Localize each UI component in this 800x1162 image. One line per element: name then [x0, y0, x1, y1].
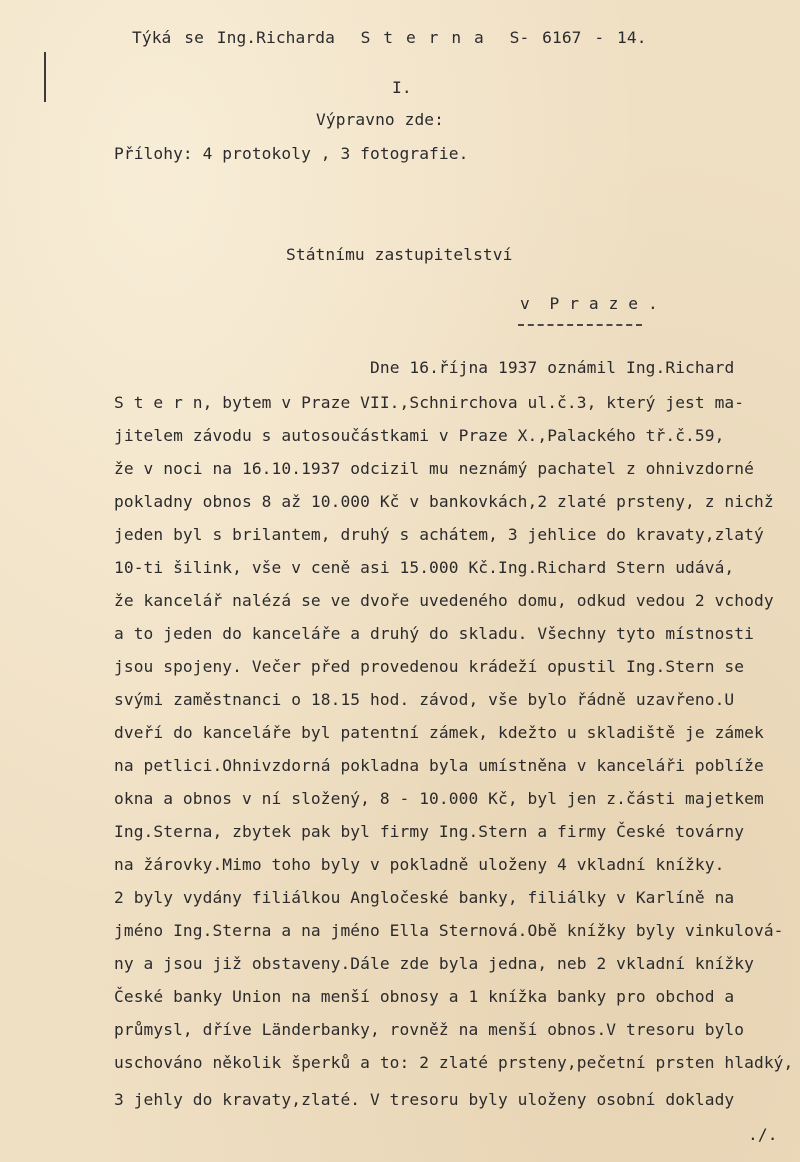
- body-line: průmysl, dříve Länderbanky, rovněž na menší obnos.V tresoru bylo: [114, 1020, 745, 1039]
- body-line: že v noci na 16.10.1937 odcizil mu neznámý pachatel z ohnivzdorné: [114, 459, 754, 478]
- body-line: pokladny obnos 8 až 10.000 Kč v bankovkách,2 zlaté prsteny, z nichž: [114, 492, 774, 511]
- section-number: I.: [392, 78, 412, 97]
- body-line: 2 byly vydány filiálkou Angločeské banky, filiálky v Karlíně na: [114, 888, 735, 907]
- body-line: dveří do kanceláře byl patentní zámek, kdežto u skladiště je zámek: [114, 723, 764, 742]
- body-line: České banky Union na menší obnosy a 1 knížka banky pro obchod a: [114, 987, 735, 1006]
- header-line: Týká se Ing.Richarda S t e r n a S- 6167 - 14.: [132, 28, 647, 47]
- body-line: ny a jsou již obstaveny.Dále zde byla jedna, neb 2 vkladní knížky: [114, 954, 754, 973]
- body-line: uschováno několik šperků a to: 2 zlaté prsteny,pečetní prsten hladký,: [114, 1053, 794, 1072]
- body-line: jeden byl s brilantem, druhý s achátem, 3 jehlice do kravaty,zlatý: [114, 525, 764, 544]
- body-line: a to jeden do kanceláře a druhý do skladu. Všechny tyto místnosti: [114, 624, 754, 643]
- body-line: Ing.Sterna, zbytek pak byl firmy Ing.Stern a firmy České továrny: [114, 822, 745, 841]
- body-line: na žárovky.Mimo toho byly v pokladně uloženy 4 vkladní knížky.: [114, 855, 725, 874]
- addressee-underline: [518, 324, 642, 326]
- body-line: svými zaměstnanci o 18.15 hod. závod, vše bylo řádně uzavřeno.U: [114, 690, 735, 709]
- body-line: jméno Ing.Sterna a na jméno Ella Sternová.Obě knížky byly vinkulová-: [114, 921, 784, 940]
- continuation-mark: ./.: [748, 1125, 778, 1144]
- dispatch-note: Výpravno zde:: [316, 110, 444, 129]
- body-line: 3 jehly do kravaty,zlaté. V tresoru byly uloženy osobní doklady: [114, 1090, 735, 1109]
- body-line: jsou spojeny. Večer před provedenou krádeží opustil Ing.Stern se: [114, 657, 745, 676]
- body-line: že kancelář nalézá se ve dvoře uvedeného domu, odkud vedou 2 vchody: [114, 591, 774, 610]
- body-line: Dne 16.října 1937 oznámil Ing.Richard: [370, 358, 735, 377]
- addressee-line-1: Státnímu zastupitelství: [286, 245, 513, 264]
- body-line: S t e r n, bytem v Praze VII.,Schnirchova ul.č.3, který jest ma-: [114, 393, 745, 412]
- addressee-line-2: v P r a z e .: [520, 294, 658, 313]
- margin-mark: [44, 52, 46, 102]
- body-line: na petlici.Ohnivzdorná pokladna byla umístněna v kanceláři poblíže: [114, 756, 764, 775]
- body-line: jitelem závodu s autosoučástkami v Praze X.,Palackého tř.č.59,: [114, 426, 725, 445]
- body-line: 10-ti šilink, vše v ceně asi 15.000 Kč.Ing.Richard Stern udává,: [114, 558, 735, 577]
- body-line: okna a obnos v ní složený, 8 - 10.000 Kč, byl jen z.části majetkem: [114, 789, 764, 808]
- attachments-line: Přílohy: 4 protokoly , 3 fotografie.: [114, 144, 469, 163]
